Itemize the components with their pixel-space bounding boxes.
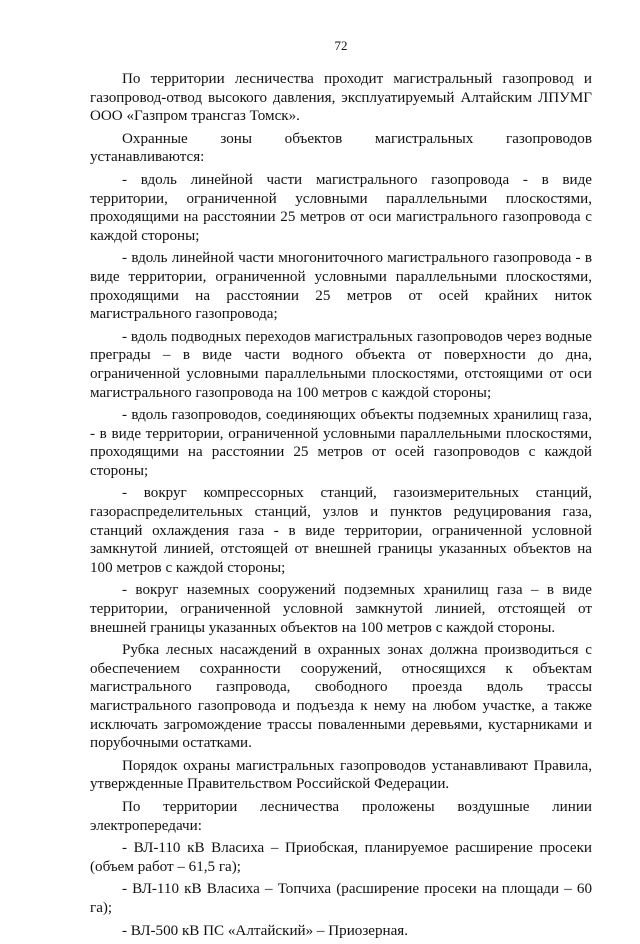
paragraph-storage-pipelines: - вдоль газопроводов, соединяющих объекты подземных хранилищ газа, - в виде территории, ограниченной условными параллельными плоскостями, проходящими на расстоянии 25 метров от осей газопроводов с каждой стороны; [90,407,592,479]
paragraph-pipeline-intro: По территории лесничества проходит магистральный газопровод и газопровод-отвод высокого давления, эксплуатируемый Алтайским ЛПУМГ ООО «Газпром трансгаз Томск». [90,71,592,125]
paragraph-storage-facilities: - вокруг наземных сооружений подземных хранилищ газа – в виде территории, ограниченной условной замкнутой линией, отстоящей от внешней границы указанных объектов на 100 метров с каждой стороны. [90,582,592,636]
paragraph-power-line-3: - ВЛ-500 кВ ПС «Алтайский» – Приозерная. [122,922,409,939]
paragraph-protection-zones: Охранные зоны объектов магистральных газопроводов устанавливаются: [90,130,592,166]
paragraph-power-line-2: - ВЛ-110 кВ Власиха – Топчиха (расширение просеки на площади – 60 га); [90,881,592,916]
paragraph-power-lines-intro: По территории лесничества проложены воздушные линии электропередачи: [90,798,592,834]
paragraph-compressor-stations: - вокруг компрессорных станций, газоизмерительных станций, газораспределительных станций, узлов и пунктов редуцирования газа, станций охлаждения газа - в виде территории, ограниченной условной замкнутой линией, отстоящей от внешней границы указанных объектов на 100 метров с каждой стороны; [90,485,592,576]
paragraph-protection-rules: Порядок охраны магистральных газопроводов устанавливают Правила, утвержденные Правительством Российской Федерации. [90,757,592,793]
paragraph-forest-cutting: Рубка лесных насаждений в охранных зонах должна производиться с обеспечением сохранности сооружений, относящихся к объектам магистрального газпровода, свободного проезда вдоль трассы магистрального газопровода и подъезда к нему на любом участке, а также исключать загромождение трассы поваленными деревьями, кустарниками и порубочными остатками. [90,642,592,752]
paragraph-underwater-crossings: - вдоль подводных переходов магистральных газопроводов через водные преграды – в виде части водного объекта от поверхности до дна, ограниченной условными параллельными плоскостями, отстоящими от оси магистрального газопровода на 100 метров с каждой стороны; [90,328,592,401]
paragraph-multiline-part: - вдоль линейной части многониточного магистрального газопровода - в виде территории, ограниченной условными параллельными плоскостями, проходящими на расстоянии 25 метров от осей крайних ниток магистрального газопровода; [90,250,592,323]
page-number: 72 [334,38,348,53]
paragraph-linear-part: - вдоль линейной части магистрального газопровода - в виде территории, ограниченной условными параллельными плоскостями, проходящими на расстоянии 25 метров от оси магистрального газопровода с каждой стороны; [90,171,592,244]
paragraph-power-line-1: - ВЛ-110 кВ Власиха – Приобская, планируемое расширение просеки (объем работ – 61,5 га); [90,840,592,875]
document-body [90,70,592,944]
